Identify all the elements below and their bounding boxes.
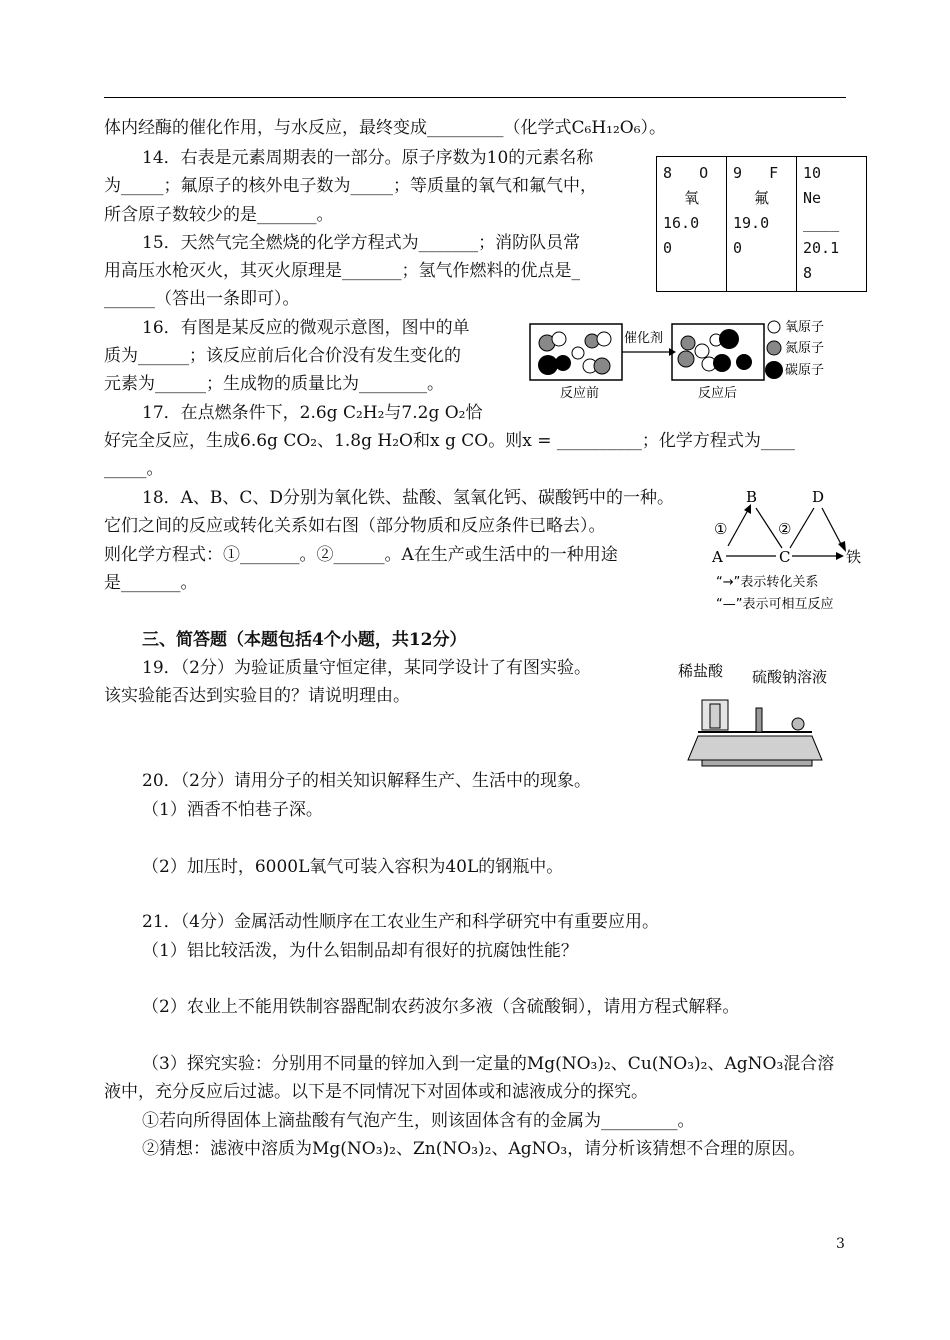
q20-sub: （2）加压时，6000L氧气可装入容积为40L的钢瓶中。 (142, 857, 564, 877)
q21-sub: （2）农业上不能用铁制容器配制农药波尔多液（含硫酸铜），请用方程式解释。 (142, 997, 740, 1017)
legend-transform: “→”表示转化关系 (716, 575, 819, 590)
q19-line: 该实验能否达到实验目的？请说明理由。 (104, 686, 410, 706)
q21-sub: （3）探究实验：分别用不同量的锌加入到一定量的Mg(NO₃)₂、Cu(NO₃)₂、AgNO₃混合溶 (142, 1054, 835, 1074)
before-label: 反应前 (560, 386, 600, 401)
legend-nitrogen-icon (767, 341, 781, 355)
node-b: B (746, 488, 758, 506)
atomic-number: 9 (733, 164, 743, 182)
element-symbol: Ne (803, 189, 822, 207)
element-name: 氟 (753, 189, 769, 207)
q18-line: 则化学方程式：①_______。②______。A在生产或生活中的一种用途 (104, 545, 618, 565)
text-line: 体内经酶的催化作用，与水反应，最终变成_________（化学式C₆H₁₂O₆）。 (104, 118, 667, 138)
test-tube (710, 704, 720, 728)
legend-oxygen-icon (768, 321, 780, 333)
q16-line: 16．有图是某反应的微观示意图，图中的单 (142, 318, 470, 338)
after-molecules (678, 329, 752, 372)
element-symbol: F (769, 164, 779, 182)
edge-a-b (728, 510, 748, 546)
edge-d-iron (822, 508, 842, 546)
catalyst-label: 催化剂 (624, 331, 664, 346)
q17-line: 好完全反应，生成6.6g CO₂、1.8g H₂O和x g CO。则x = __________；化学方程式为____ (104, 431, 795, 451)
mark-2: ② (778, 520, 792, 538)
element-cell (727, 157, 797, 292)
arrowhead-d-iron (838, 541, 846, 552)
node-c: C (779, 548, 791, 566)
q14-line: 为_____；氟原子的核外电子数为_____；等质量的氧气和氟气中， (104, 176, 597, 196)
atomic-mass: 19.00 (733, 214, 770, 257)
q18-line: 18．A、B、C、D分别为氧化铁、盐酸、氢氧化钙、碳酸钙中的一种。 (142, 488, 675, 508)
element-name-blank: ____ (803, 214, 840, 232)
q18-line: 是_______。 (104, 573, 198, 593)
atomic-number: 8 (663, 164, 673, 182)
q21-sub: 液中，充分反应后过滤。以下是不同情况下对固体或和滤液成分的探究。 (104, 1082, 648, 1102)
edge-c-d (790, 508, 814, 548)
node-a: A (712, 548, 723, 566)
balance-diagram (672, 660, 848, 772)
legend-nitrogen: 氮原子 (785, 341, 825, 356)
arrowhead-c-iron (836, 552, 844, 560)
q21-sub: ②猜想：滤液中溶质为Mg(NO₃)₂、Zn(NO₃)₂、AgNO₃，请分析该猜想不合理的原因。 (142, 1139, 806, 1159)
header-rule (104, 97, 846, 98)
q16-line: 元素为______；生成物的质量比为________。 (104, 374, 444, 394)
q19-line: 19．（2分）为验证质量守恒定律，某同学设计了有图实验。 (142, 658, 591, 678)
mark-1: ① (714, 520, 728, 538)
page-number: 3 (836, 1236, 845, 1252)
reaction-diagram (526, 318, 846, 404)
balance-pointer (756, 708, 762, 732)
element-cell (797, 157, 867, 292)
q17-line: 17．在点燃条件下，2.6g C₂H₂与7.2g O₂恰 (142, 403, 483, 423)
element-name: 氧 (683, 189, 699, 207)
left-reagent-label: 稀盐酸 (678, 662, 724, 680)
atomic-mass: 20.18 (803, 239, 840, 282)
element-cell (657, 157, 727, 292)
weight (792, 718, 804, 730)
atomic-mass: 16.00 (663, 214, 700, 257)
relation-diagram (706, 486, 870, 616)
q15-line: ______（答出一条即可）。 (104, 289, 300, 309)
after-label: 反应后 (698, 386, 738, 401)
q21-sub: ①若向所得固体上滴盐酸有气泡产生，则该固体含有的金属为_________。 (142, 1111, 695, 1131)
node-d: D (812, 488, 825, 506)
atomic-number: 10 (803, 164, 822, 182)
q16-line: 质为______；该反应前后化合价没有发生变化的 (104, 346, 461, 366)
node-iron: 铁 (846, 548, 862, 566)
legend-carbon: 碳原子 (785, 363, 825, 378)
balance-base (688, 736, 822, 760)
element-symbol: O (699, 164, 709, 182)
q14-line: 所含原子数较少的是_______。 (104, 205, 334, 225)
q20-line: 20．（2分）请用分子的相关知识解释生产、生活中的现象。 (142, 771, 591, 791)
q15-line: 用高压水枪灭火，其灭火原理是_______；氢气作燃料的优点是_ (104, 261, 580, 281)
q15-line: 15．天然气完全燃烧的化学方程式为_______；消防队员常 (142, 233, 581, 253)
q21-line: 21．（4分）金属活动性顺序在工农业生产和科学研究中有重要应用。 (142, 912, 659, 932)
right-reagent-label: 硫酸钠溶液 (752, 668, 828, 686)
q18-line: 它们之间的反应或转化关系如右图（部分物质和反应条件已略去）。 (104, 516, 606, 536)
legend-oxygen: 氧原子 (785, 320, 825, 335)
legend-carbon-icon (765, 361, 783, 379)
before-molecules (538, 332, 611, 375)
periodic-table (656, 156, 867, 292)
q17-line: _____。 (104, 459, 164, 479)
section-heading: 三、简答题（本题包括4个小题，共12分） (142, 630, 467, 650)
q20-sub: （1）酒香不怕巷子深。 (142, 800, 323, 820)
q14-line: 14．右表是元素周期表的一部分。原子序数为10的元素名称 (142, 148, 594, 168)
legend-react: “—”表示可相互反应 (716, 597, 834, 612)
balance-foot (702, 760, 812, 766)
q21-sub: （1）铝比较活泼，为什么铝制品却有很好的抗腐蚀性能？ (142, 941, 578, 961)
